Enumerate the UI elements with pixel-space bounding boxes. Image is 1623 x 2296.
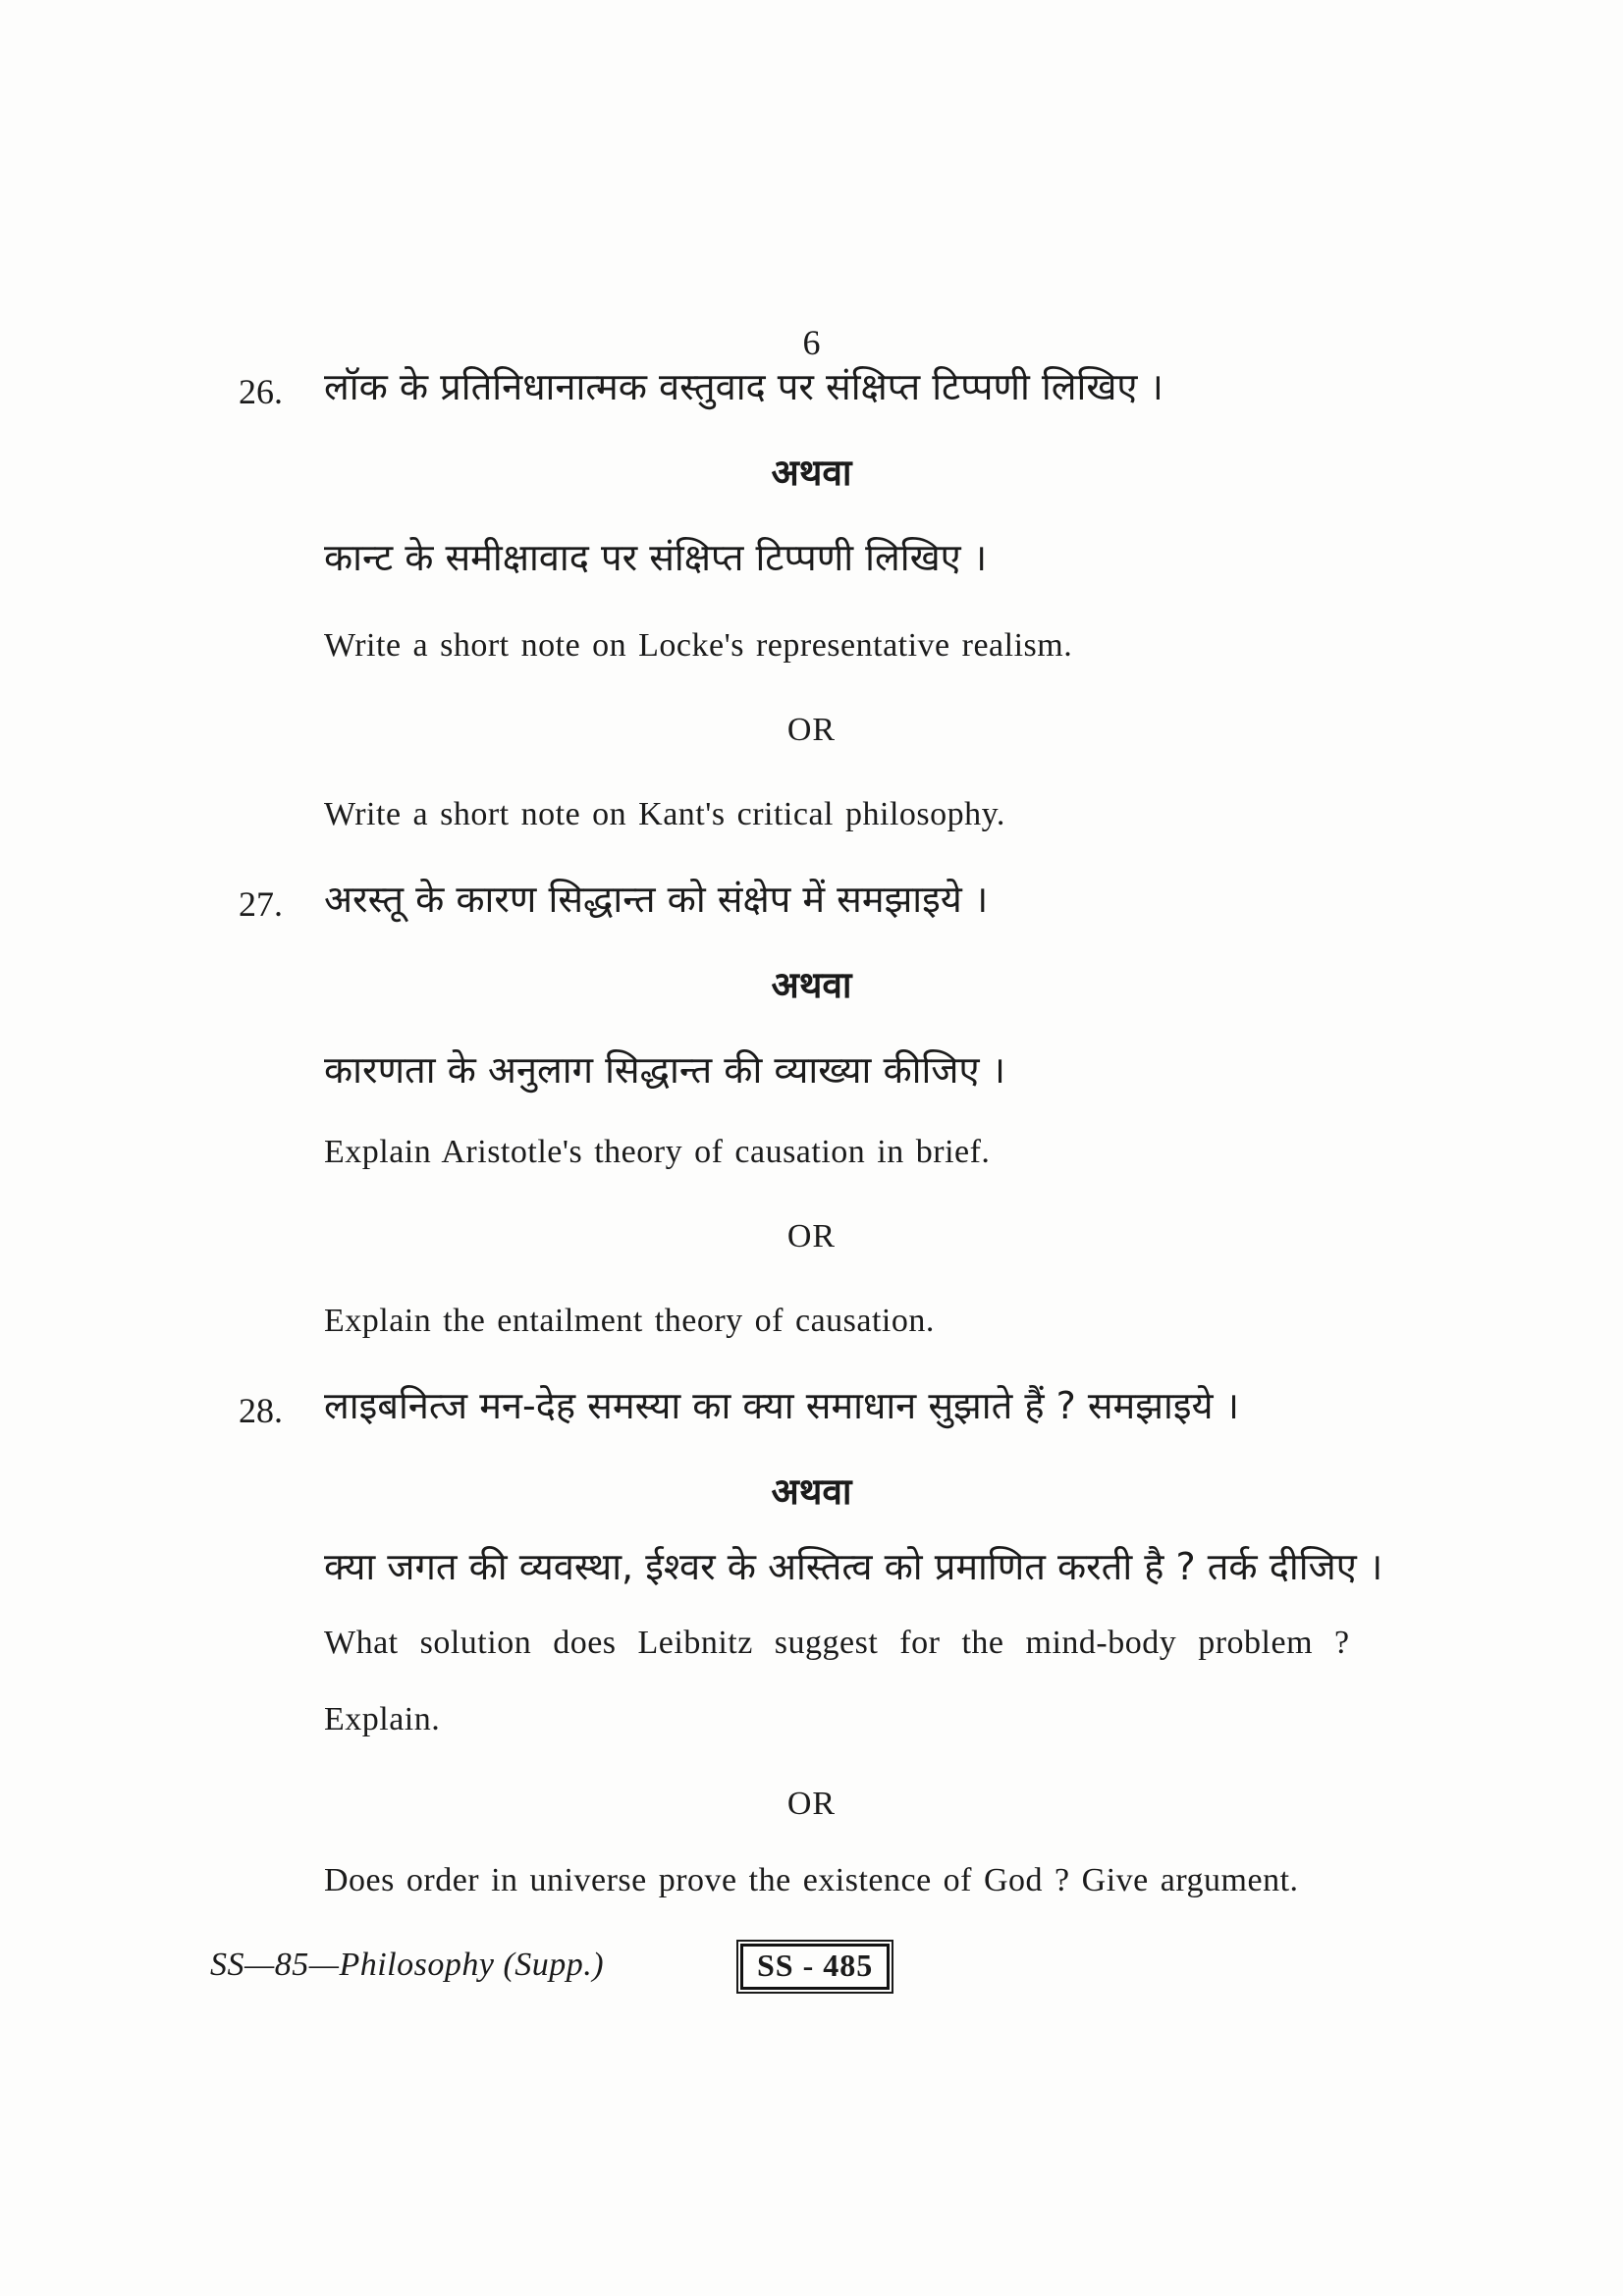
- question-26-or-english: OR: [786, 712, 837, 748]
- question-28-english-alt: Does order in universe prove the existence of God ? Give argument.: [324, 1862, 1299, 1898]
- question-26-hindi-main: लॉक के प्रतिनिधानात्मक वस्तुवाद पर संक्षिप्त टिप्पणी लिखिए ।: [324, 365, 1163, 408]
- question-26-number: 26.: [239, 372, 283, 411]
- question-26-hindi-alt: कान्ट के समीक्षावाद पर संक्षिप्त टिप्पणी लिखिए ।: [324, 536, 988, 579]
- question-28-number: 28.: [239, 1391, 283, 1430]
- question-27-or-hindi: अथवा: [771, 964, 852, 1006]
- question-28-or-hindi: अथवा: [771, 1470, 852, 1513]
- footer-paper-code: SS—85—Philosophy (Supp.): [210, 1947, 605, 1983]
- question-26-english-main: Write a short note on Locke's representative realism.: [324, 627, 1073, 664]
- question-27-or-english: OR: [786, 1218, 837, 1255]
- question-28-or-english: OR: [786, 1786, 837, 1822]
- question-27-hindi-main: अरस्तू के कारण सिद्धान्त को संक्षेप में समझाइये ।: [324, 878, 989, 921]
- question-28-english-main-line1: What solution does Leibnitz suggest for the mind-body problem ?: [324, 1625, 1350, 1661]
- question-27-number: 27.: [239, 884, 283, 924]
- question-27-hindi-alt: कारणता के अनुलाग सिद्धान्त की व्याख्या कीजिए ।: [324, 1048, 1005, 1092]
- question-27-english-main: Explain Aristotle's theory of causation in brief.: [324, 1134, 991, 1170]
- question-27-english-alt: Explain the entailment theory of causation.: [324, 1303, 935, 1339]
- question-28-hindi-main: लाइबनित्ज मन-देह समस्या का क्या समाधान सुझाते हैं ? समझाइये ।: [324, 1384, 1240, 1427]
- question-26-or-hindi: अथवा: [771, 452, 852, 494]
- question-28-english-main-line2: Explain.: [324, 1701, 441, 1737]
- footer-series-code-box: [736, 1940, 893, 1994]
- footer-series-code: SS - 485: [740, 1944, 890, 1990]
- question-26-english-alt: Write a short note on Kant's critical philosophy.: [324, 796, 1005, 832]
- question-28-hindi-alt: क्या जगत की व्यवस्था, ईश्वर के अस्तित्व को प्रमाणित करती है ? तर्क दीजिए ।: [324, 1545, 1383, 1588]
- page-number: 6: [802, 323, 821, 362]
